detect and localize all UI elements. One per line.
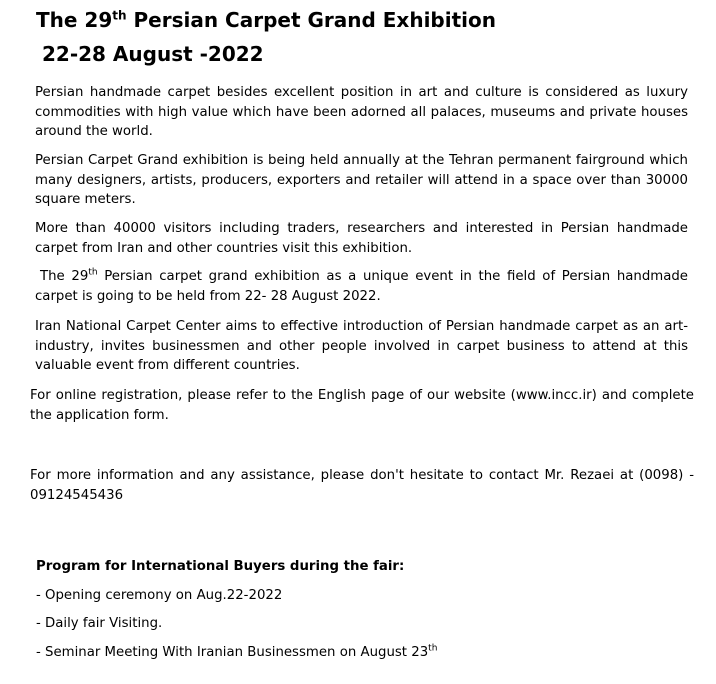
program-item-seminar <box>36 643 437 662</box>
program-item-opening: - Opening ceremony on Aug.22-2022 <box>36 588 283 603</box>
contact-paragraph: For more information and any assistance, please don't hesitate to contact Mr. Rezaei at (0098) - 09124545436 <box>30 468 694 503</box>
seminar-ordinal-suffix: th <box>428 643 438 654</box>
event-dates-paragraph <box>35 267 688 306</box>
page-title <box>36 8 496 32</box>
program-item-visiting: - Daily fair Visiting. <box>36 616 163 631</box>
seminar-text: - Seminar Meeting With Iranian Businessmen on August 23 <box>36 645 429 660</box>
title-suffix: Persian Carpet Grand Exhibition <box>126 8 496 32</box>
visitors-paragraph: More than 40000 visitors including traders, researchers and interested in Persian handmade carpet from Iran and other countries visit this exhibition. <box>35 221 688 256</box>
program-heading: Program for International Buyers during the fair: <box>36 559 405 574</box>
invitation-paragraph: Iran National Carpet Center aims to effective introduction of Persian handmade carpet as an art- industry, invites businessmen and other people involved in carpet business to attend at this valuable event from different countries. <box>35 319 688 373</box>
event-dates-prefix: The 29 <box>40 269 89 284</box>
registration-paragraph: For online registration, please refer to the English page of our website (www.incc.ir) and complete the application form. <box>30 388 694 423</box>
intro-paragraph: Persian handmade carpet besides excellent position in art and culture is considered as luxury commodities with high value which have been adorned all palaces, museums and private houses around the world. <box>35 85 688 139</box>
title-prefix: The 29 <box>36 8 113 32</box>
event-dates-ordinal-suffix: th <box>88 267 98 278</box>
exhibition-description-paragraph: Persian Carpet Grand exhibition is being held annually at the Tehran permanent fairground which many designers, artists, producers, exporters and retailer will attend in a space over than 30000 square meters. <box>35 153 688 207</box>
event-dates-suffix: Persian carpet grand exhibition as a unique event in the field of Persian handmade carpet is going to be held from 22- 28 August 2022. <box>35 269 688 304</box>
title-ordinal-suffix: th <box>112 8 127 23</box>
exhibition-dates: 22-28 August -2022 <box>42 42 264 66</box>
